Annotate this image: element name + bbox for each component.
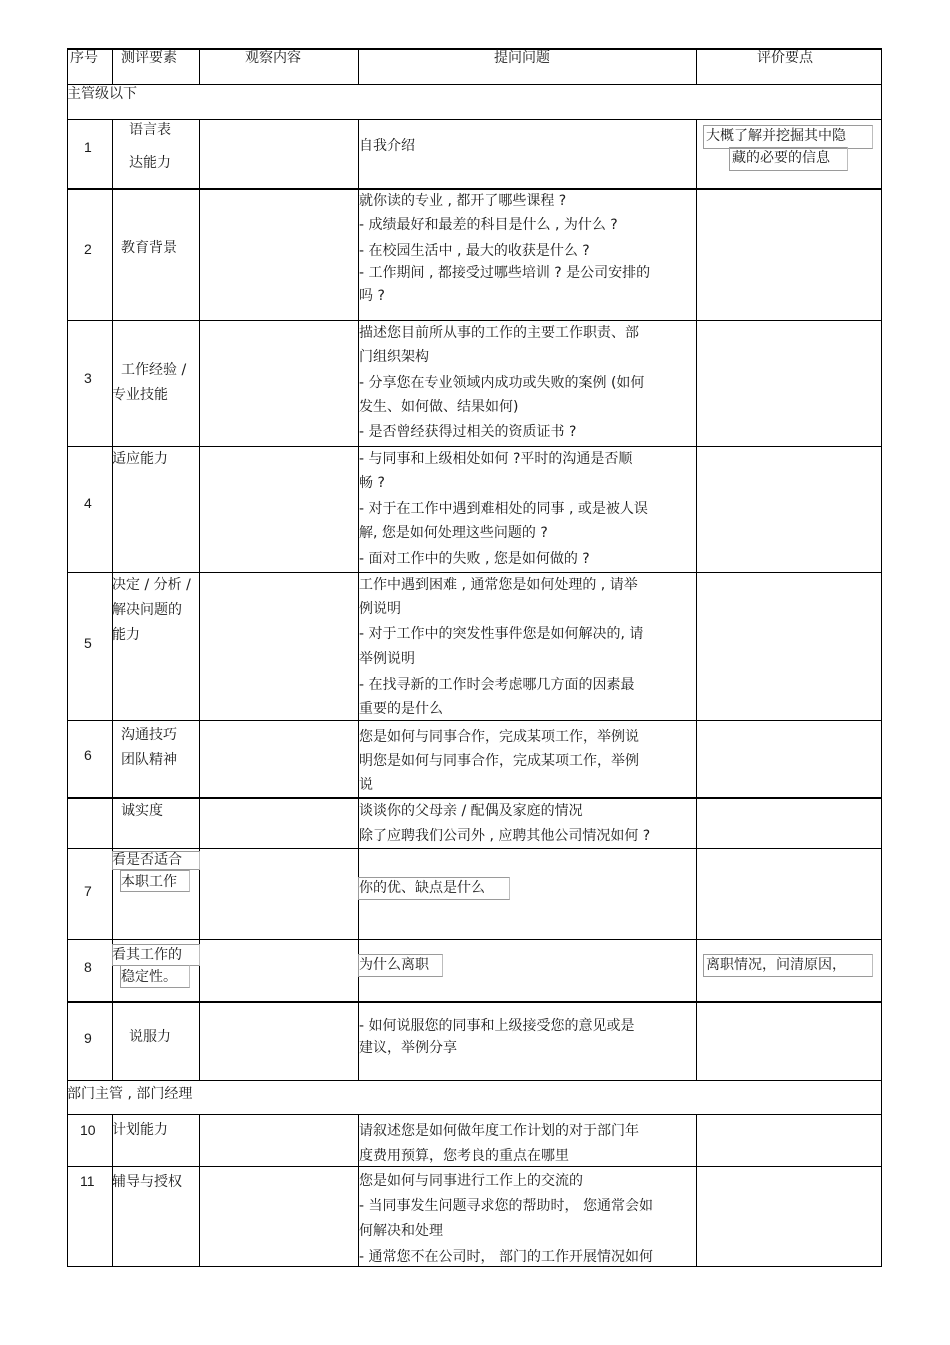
rule: [67, 1080, 882, 1081]
question-text: - 对于工作中的突发性事件您是如何解决的, 请: [359, 626, 644, 642]
rule: [67, 1001, 882, 1003]
rule: [67, 848, 882, 849]
rule: [67, 1266, 882, 1267]
question-text: 发生、如何做、结果如何): [359, 399, 519, 415]
element-text: 决定 / 分析 /: [112, 577, 191, 593]
question-text: 说: [359, 777, 373, 793]
header-question: 提问问题: [494, 50, 550, 66]
question-text: 谈谈你的父母亲 / 配偶及家庭的情况: [359, 803, 583, 819]
element-text: 稳定性。: [121, 969, 177, 985]
element-text: 辅导与授权: [112, 1174, 182, 1190]
rule: [67, 84, 882, 85]
question-text: 为什么离职: [359, 957, 429, 973]
question-text: - 对于在工作中遇到难相处的同事 , 或是被人误: [359, 501, 648, 517]
question-text: - 分享您在专业领域内成功或失败的案例 (如何: [359, 375, 645, 391]
point-text: 大概了解并挖掘其中隐: [706, 128, 846, 144]
section-title: 主管级以下: [67, 86, 137, 102]
element-text: 计划能力: [112, 1122, 168, 1138]
row-number: 3: [84, 370, 92, 386]
rule: [67, 1166, 882, 1167]
question-text: - 当同事发生问题寻求您的帮助时， 您通常会如: [359, 1198, 653, 1214]
element-text: 专业技能: [112, 387, 168, 403]
element-text: 语言表: [129, 122, 171, 138]
row-number: 6: [84, 747, 92, 763]
rule: [67, 939, 882, 940]
question-text: - 工作期间 , 都接受过哪些培训 ? 是公司安排的: [359, 265, 651, 281]
rule: [696, 1114, 697, 1267]
element-text: 沟通技巧: [121, 727, 177, 743]
header-observe: 观察内容: [245, 50, 301, 66]
question-text: 明您是如何与同事合作，完成某项工作，举例: [359, 753, 639, 769]
element-text: 诚实度: [121, 803, 163, 819]
row-number: 5: [84, 635, 92, 651]
rule: [67, 446, 882, 447]
rule: [199, 48, 200, 85]
rule: [67, 320, 882, 321]
header-element: 测评要素: [121, 50, 177, 66]
rule: [67, 1114, 882, 1115]
rule: [67, 720, 882, 721]
rule: [358, 48, 359, 85]
rule: [67, 572, 882, 573]
question-text: 自我介绍: [359, 138, 415, 154]
rule: [67, 797, 882, 799]
row-number: 10: [80, 1122, 96, 1138]
question-text: 度费用预算，您考良的重点在哪里: [359, 1148, 569, 1164]
rule: [199, 119, 200, 1081]
question-text: 畅 ?: [359, 475, 385, 491]
rule: [199, 1114, 200, 1267]
question-text: 您是如何与同事进行工作上的交流的: [359, 1173, 583, 1189]
row-number: 7: [84, 883, 92, 899]
question-text: 何解决和处理: [359, 1223, 443, 1239]
rule: [67, 188, 882, 190]
question-text: - 是否曾经获得过相关的资质证书 ?: [359, 424, 577, 440]
header-no: 序号: [70, 50, 98, 66]
element-text: 团队精神: [121, 752, 177, 768]
rule: [696, 48, 697, 85]
question-text: 工作中遇到困难 , 通常您是如何处理的 , 请举: [359, 577, 638, 593]
question-text: 你的优、缺点是什么: [359, 880, 485, 896]
question-text: 请叙述您是如何做年度工作计划的对于部门年: [359, 1123, 639, 1139]
question-text: 举例说明: [359, 651, 415, 667]
question-text: 吗 ?: [359, 288, 385, 304]
rule: [112, 48, 113, 85]
question-text: - 在校园生活中 , 最大的收获是什么 ?: [359, 243, 590, 259]
question-text: - 成绩最好和最差的科目是什么 , 为什么 ?: [359, 217, 618, 233]
row-number: 2: [84, 241, 92, 257]
question-text: 您是如何与同事合作，完成某项工作，举例说: [359, 729, 639, 745]
question-text: - 通常您不在公司时， 部门的工作开展情况如何: [359, 1249, 653, 1265]
row-number: 9: [84, 1030, 92, 1046]
rule: [67, 119, 882, 120]
row-number: 8: [84, 959, 92, 975]
point-text: 离职情况，问清原因，: [706, 957, 846, 973]
question-text: - 与同事和上级相处如何 ?平时的沟通是否顺: [359, 451, 633, 467]
question-text: 描述您目前所从事的工作的主要工作职责、部: [359, 325, 639, 341]
rule: [881, 48, 882, 1267]
rule: [696, 119, 697, 1081]
question-text: 重要的是什么: [359, 701, 443, 717]
question-text: 解, 您是如何处理这些问题的 ?: [359, 525, 548, 541]
question-text: - 如何说服您的同事和上级接受您的意见或是: [359, 1018, 635, 1034]
question-text: 门组织架构: [359, 349, 429, 365]
element-text: 教育背景: [121, 240, 177, 256]
element-text: 适应能力: [112, 451, 168, 467]
element-text: 解决问题的: [112, 602, 182, 618]
header-point: 评价要点: [757, 50, 813, 66]
question-text: 除了应聘我们公司外 , 应聘其他公司情况如何 ?: [359, 828, 651, 844]
element-text: 看是否适合: [112, 852, 182, 868]
section-title: 部门主管 , 部门经理: [67, 1086, 193, 1102]
point-text: 藏的必要的信息: [732, 150, 830, 166]
row-number: 1: [84, 139, 92, 155]
row-number: 4: [84, 495, 92, 511]
question-text: 建议，举例分享: [359, 1040, 457, 1056]
element-text: 说服力: [129, 1029, 171, 1045]
element-text: 能力: [112, 627, 140, 643]
question-text: 例说明: [359, 601, 401, 617]
question-text: - 在找寻新的工作时会考虑哪几方面的因素最: [359, 677, 635, 693]
element-text: 看其工作的: [112, 947, 182, 963]
question-text: - 面对工作中的失败 , 您是如何做的 ?: [359, 551, 590, 567]
element-text: 达能力: [129, 155, 171, 171]
element-text: 工作经验 /: [121, 362, 187, 378]
rule: [112, 119, 113, 1081]
row-number: 11: [80, 1173, 95, 1189]
element-text: 本职工作: [121, 874, 177, 890]
question-text: 就你读的专业 , 都开了哪些课程 ?: [359, 193, 567, 209]
